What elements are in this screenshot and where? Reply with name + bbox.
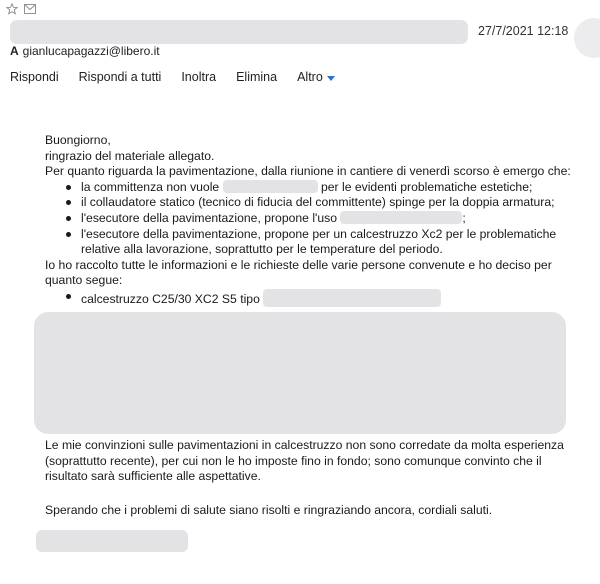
greeting: Buongiorno, (45, 133, 111, 147)
reply-all-button[interactable]: Rispondi a tutti (78, 70, 162, 84)
list-item-text: calcestruzzo C25/30 XC2 S5 tipo (81, 291, 260, 306)
list-item-text: l'esecutore della pavimentazione, propone l'uso (81, 210, 338, 225)
list-item (81, 180, 575, 196)
body-line: ringrazio del materiale allegato. (45, 148, 215, 163)
redacted-text (263, 289, 441, 307)
body-paragraph: Le mie convinzioni sulle pavimentazioni in calcestruzzo non sono corredate da molta esperienza (soprattutto recente), per cui non le ho imposte fino in fondo; sono comunque convinto che il risultato sarà sufficiente alle aspettative. (45, 438, 564, 484)
closing-line: Sperando che i problemi di salute siano risolti e ringraziando ancora, cordiali saluti. (45, 503, 493, 517)
bullet-list (45, 180, 575, 258)
message-date: 27/7/2021 12:18 (478, 24, 569, 38)
recipient-line (10, 44, 160, 58)
message-flags (6, 2, 36, 16)
list-item-text: ; (462, 210, 466, 225)
redacted-text (340, 211, 462, 224)
more-label: Altro (297, 70, 323, 84)
list-item: l'esecutore della pavimentazione, propone per un calcestruzzo Xc2 per le problematiche relative alla lavorazione, soprattutto per le temperature del periodo. (81, 227, 575, 258)
message-actions (10, 70, 355, 84)
redacted-text (223, 180, 318, 193)
list-item (81, 211, 575, 227)
forward-button[interactable]: Inoltra (181, 70, 217, 84)
message-body-continued (45, 438, 575, 485)
avatar (574, 18, 600, 58)
bullet-list (45, 289, 575, 308)
star-icon[interactable] (6, 3, 18, 15)
chevron-down-icon (327, 76, 335, 81)
list-item-text: per le evidenti problematiche estetiche; (320, 179, 533, 194)
envelope-icon[interactable] (24, 4, 36, 14)
list-item: il collaudatore statico (tecnico di fiducia del committente) spinge per la doppia armatura; (81, 195, 575, 211)
body-line: Io ho raccolto tutte le informazioni e le richieste delle varie persone convenute e ho deciso per quanto segue: (45, 257, 552, 288)
redacted-block (34, 312, 566, 434)
recipient-prefix: A (10, 44, 19, 58)
reply-button[interactable]: Rispondi (10, 70, 59, 84)
more-menu-button[interactable] (297, 70, 335, 84)
list-item (81, 289, 575, 308)
message-body (45, 133, 575, 308)
recipient-email[interactable]: gianlucapagazzi@libero.it (22, 44, 160, 58)
delete-button[interactable]: Elimina (236, 70, 278, 84)
body-line: Per quanto riguarda la pavimentazione, dalla riunione in cantiere di venerdì scorso è emergo che: (45, 164, 571, 179)
list-item-text: la committenza non vuole (81, 179, 220, 194)
subject-redacted (10, 20, 468, 44)
signature-redacted (36, 530, 188, 552)
